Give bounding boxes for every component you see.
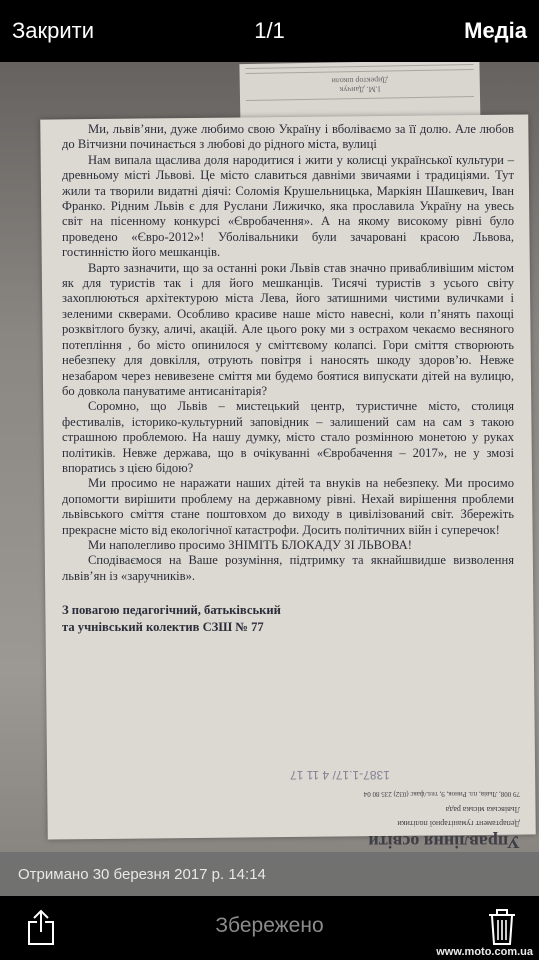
trash-icon[interactable] [485,908,519,946]
bottom-bar [0,896,539,960]
letterhead-council: Львівська міська рада [445,805,520,814]
media-button[interactable]: Медіа [464,18,527,43]
close-button[interactable]: Закрити [12,18,95,43]
letterhead-upside-down [60,728,530,858]
handwritten-note: 1387-1.17/ 4 11 17 [290,768,390,782]
signature [62,602,514,636]
letterhead-address: 79 008, Львів, пл. Ринок, 9, тел./факс (032) 235 80 04 [363,790,520,798]
paragraph: Ми просимо не наражати наших дітей та внуків на небезпеку. Ми просимо допомогти вирішити проблему на державному рівні. Нехай вирішення проблеми львівського сміття стане поштовхом до виходу в цивілізований світ. Збережіть прекрасне місто від екологічної катастрофи. Досить політичних війн і суперечок! [62,476,514,537]
paragraph: Соромно, що Львів – мистецький центр, туристичне місто, столиця фестивалів, історико-культурний заповідник – залишений сам на сам з такою страшною проблемою. На нашу думку, місто стало розмінною монетою у руках політиків. Невже держава, що в очікуванні «Євробачення – 2017», не у змозі впоратись з цією бідою? [62,399,514,475]
watermark: www.moto.com.ua [436,946,533,958]
letterhead-dept: Департамент гуманітарної політики [397,819,520,828]
signature-line2: та учнівський колектив СЗШ № 77 [62,620,264,635]
signature-line1: З повагою педагогічний, батьківський [62,603,281,618]
letterhead-org: Управління освіти [368,832,520,852]
received-timestamp: Отримано 30 березня 2017 р. 14:14 [0,852,539,896]
paragraph: Варто зазначити, що за останні роки Львів став значно привабливішим містом як для туристів так і для його мешканців. Тисячі туристів з усього світу захоплюються архітектурою міста Лева, його затишними чистими вуличками і зеленими скверами. Особливо красиве наше місто навесні, коли п’янять пахощі розквітлого бузку, аличі, акацій. Але цього року ми з острахом чекаємо весняного потепління , бо місто опинилося у сміттєвому колапсі. Гори сміття створюють небезпеку для довкілля, отрують повітря і наносять шкоду здоров’ю. Невже незабаром через невивезене сміття ми будемо боятися випускати дітей на вулицю, бо довкола пануватиме антисанітарія? [62,260,514,398]
back-paper-line2: І.М. Данчук [339,84,381,95]
media-counter: 1/1 [254,18,285,43]
saved-status: Збережено [215,914,324,937]
top-bar [0,0,539,62]
back-paper-line1: Директор школи [331,75,388,86]
paragraph: Сподіваємося на Ваше розуміння, підтримку та якнайшвидше визволення львів’ян із «заручників». [62,553,514,583]
paragraph: Ми, львів’яни, дуже любимо свою Україну і вболіваємо за її долю. Але любов до Вітчизни починається з любові до рідного міста, вулиці [62,122,514,152]
paragraph: Нам випала щаслива доля народитися і жити у колисці української культури – древньому місті Львові. Це місто славиться давніми звичаями і традиціями. Тут жили та творили видатні діячі: Соломія Крушельницька, Маркіян Шашкевич, Іван Франко. Рідним Львів є для Руслани Лижичко, яка прославила Україну на увесь світ на пісенному конкурсі «Євробачення». А на якому високому рівні було проведено «Євро-2012»! Уболівальники були зачаровані красою Львова, гостинністю його мешканців. [62,152,514,260]
document-text [62,122,514,636]
paragraph: Ми наполегливо просимо ЗНІМІТЬ БЛОКАДУ ЗІ ЛЬВОВА! [88,537,412,552]
